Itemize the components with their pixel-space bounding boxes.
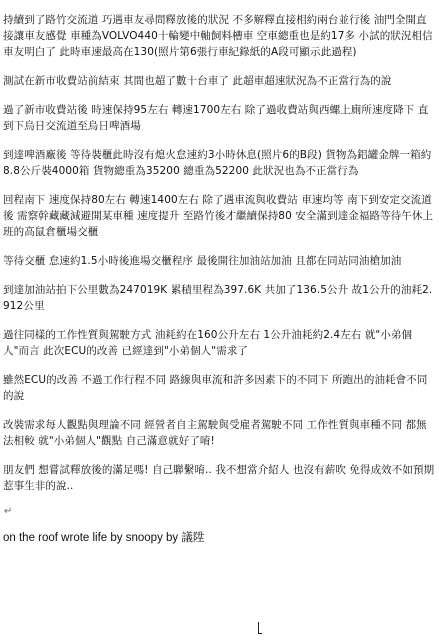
forum-post-body: [3, 12, 436, 546]
post-paragraph-cruise-speed: 過了新市收費站後 時速保持95左右 轉速1700左右 除了過收費站與西螺上廁所速度降下 直到下烏日交流道至烏日啤酒場: [3, 104, 429, 132]
post-paragraph-closing: 朋友們 想嘗試釋放後的滿足嗎! 自己聯繫唷.. 我不想當介紹人 也沒有薪吹 免得成效不如預期惹事生非的說..: [3, 464, 435, 492]
post-paragraph-brewery-load: 到達啤酒廠後 等待裝櫃此時沒有熄火怠速約3小時休息(照片6的B段) 貨物為鋁罐金牌一箱約8.8公斤裝4000箱 貨物總重為35200 總重為52200 此狀況也為不正當行為: [3, 149, 432, 177]
text-cursor-icon: [258, 622, 259, 634]
return-arrow-icon: ↵: [4, 506, 13, 517]
post-paragraph-route-test: 持續到了路竹交流道 巧遇車友尋問釋放後的狀況 不多解釋直接相約兩台並行後 油門全開直接讓車友感覺 車種為VOLVO440十輪變中軸飼料槽車 空車總重也是約17多 小試的狀況相信車友明白了 此時車速最高在130(照片第6張行車紀錄紙的A段可顯示此過程): [3, 14, 433, 58]
post-paragraph-previous-consumption: 過往同樣的工作性質與駕駛方式 油耗約在160公升左右 1公升油耗約2.4左右 就"小弟個人"而言 此次ECU的改善 已經達到"小弟個人"需求了: [3, 329, 413, 357]
post-paragraph-opinion: 改裝需求每人觀點與理論不同 經營者自主駕駛與受雇者駕駛不同 工作性質與車種不同 都無法相較 就"小弟個人"觀點 自己滿意就好了唷!: [3, 419, 427, 447]
post-paragraph-fuel-result: 到達加油站拍下公里數為247019K 累積里程為397.6K 共加了136.5公升 故1公升的油耗2.912公里: [3, 284, 433, 312]
post-signature: on the roof wrote life by snoopy by 議陞: [3, 532, 205, 544]
post-paragraph-conditions-note: 雖然ECU的改善 不過工作行程不同 路線與車流和許多因素下的不同下 所跑出的油耗會不同的說: [3, 374, 428, 402]
post-paragraph-container-dropoff: 等待交櫃 怠速約1.5小時後進場交櫃程序 最後開往加油站加油 且都在同站同油槍加油: [3, 255, 402, 267]
post-paragraph-return-trip: 回程南下 速度保持80左右 轉速1400左右 除了遇車流與收費站 車速均等 南下到安定交流道後 需察幹藏藏減避開某車種 速度提升 至路竹後才繼續保持80 安全滿到達金福路等待午休上班的高鼠倉櫃場交櫃: [3, 194, 434, 238]
post-paragraph-test-end: 測試在新市收費站前結束 其間也超了數十台車了 此超車超速狀況為不正當行為的說: [3, 75, 392, 87]
